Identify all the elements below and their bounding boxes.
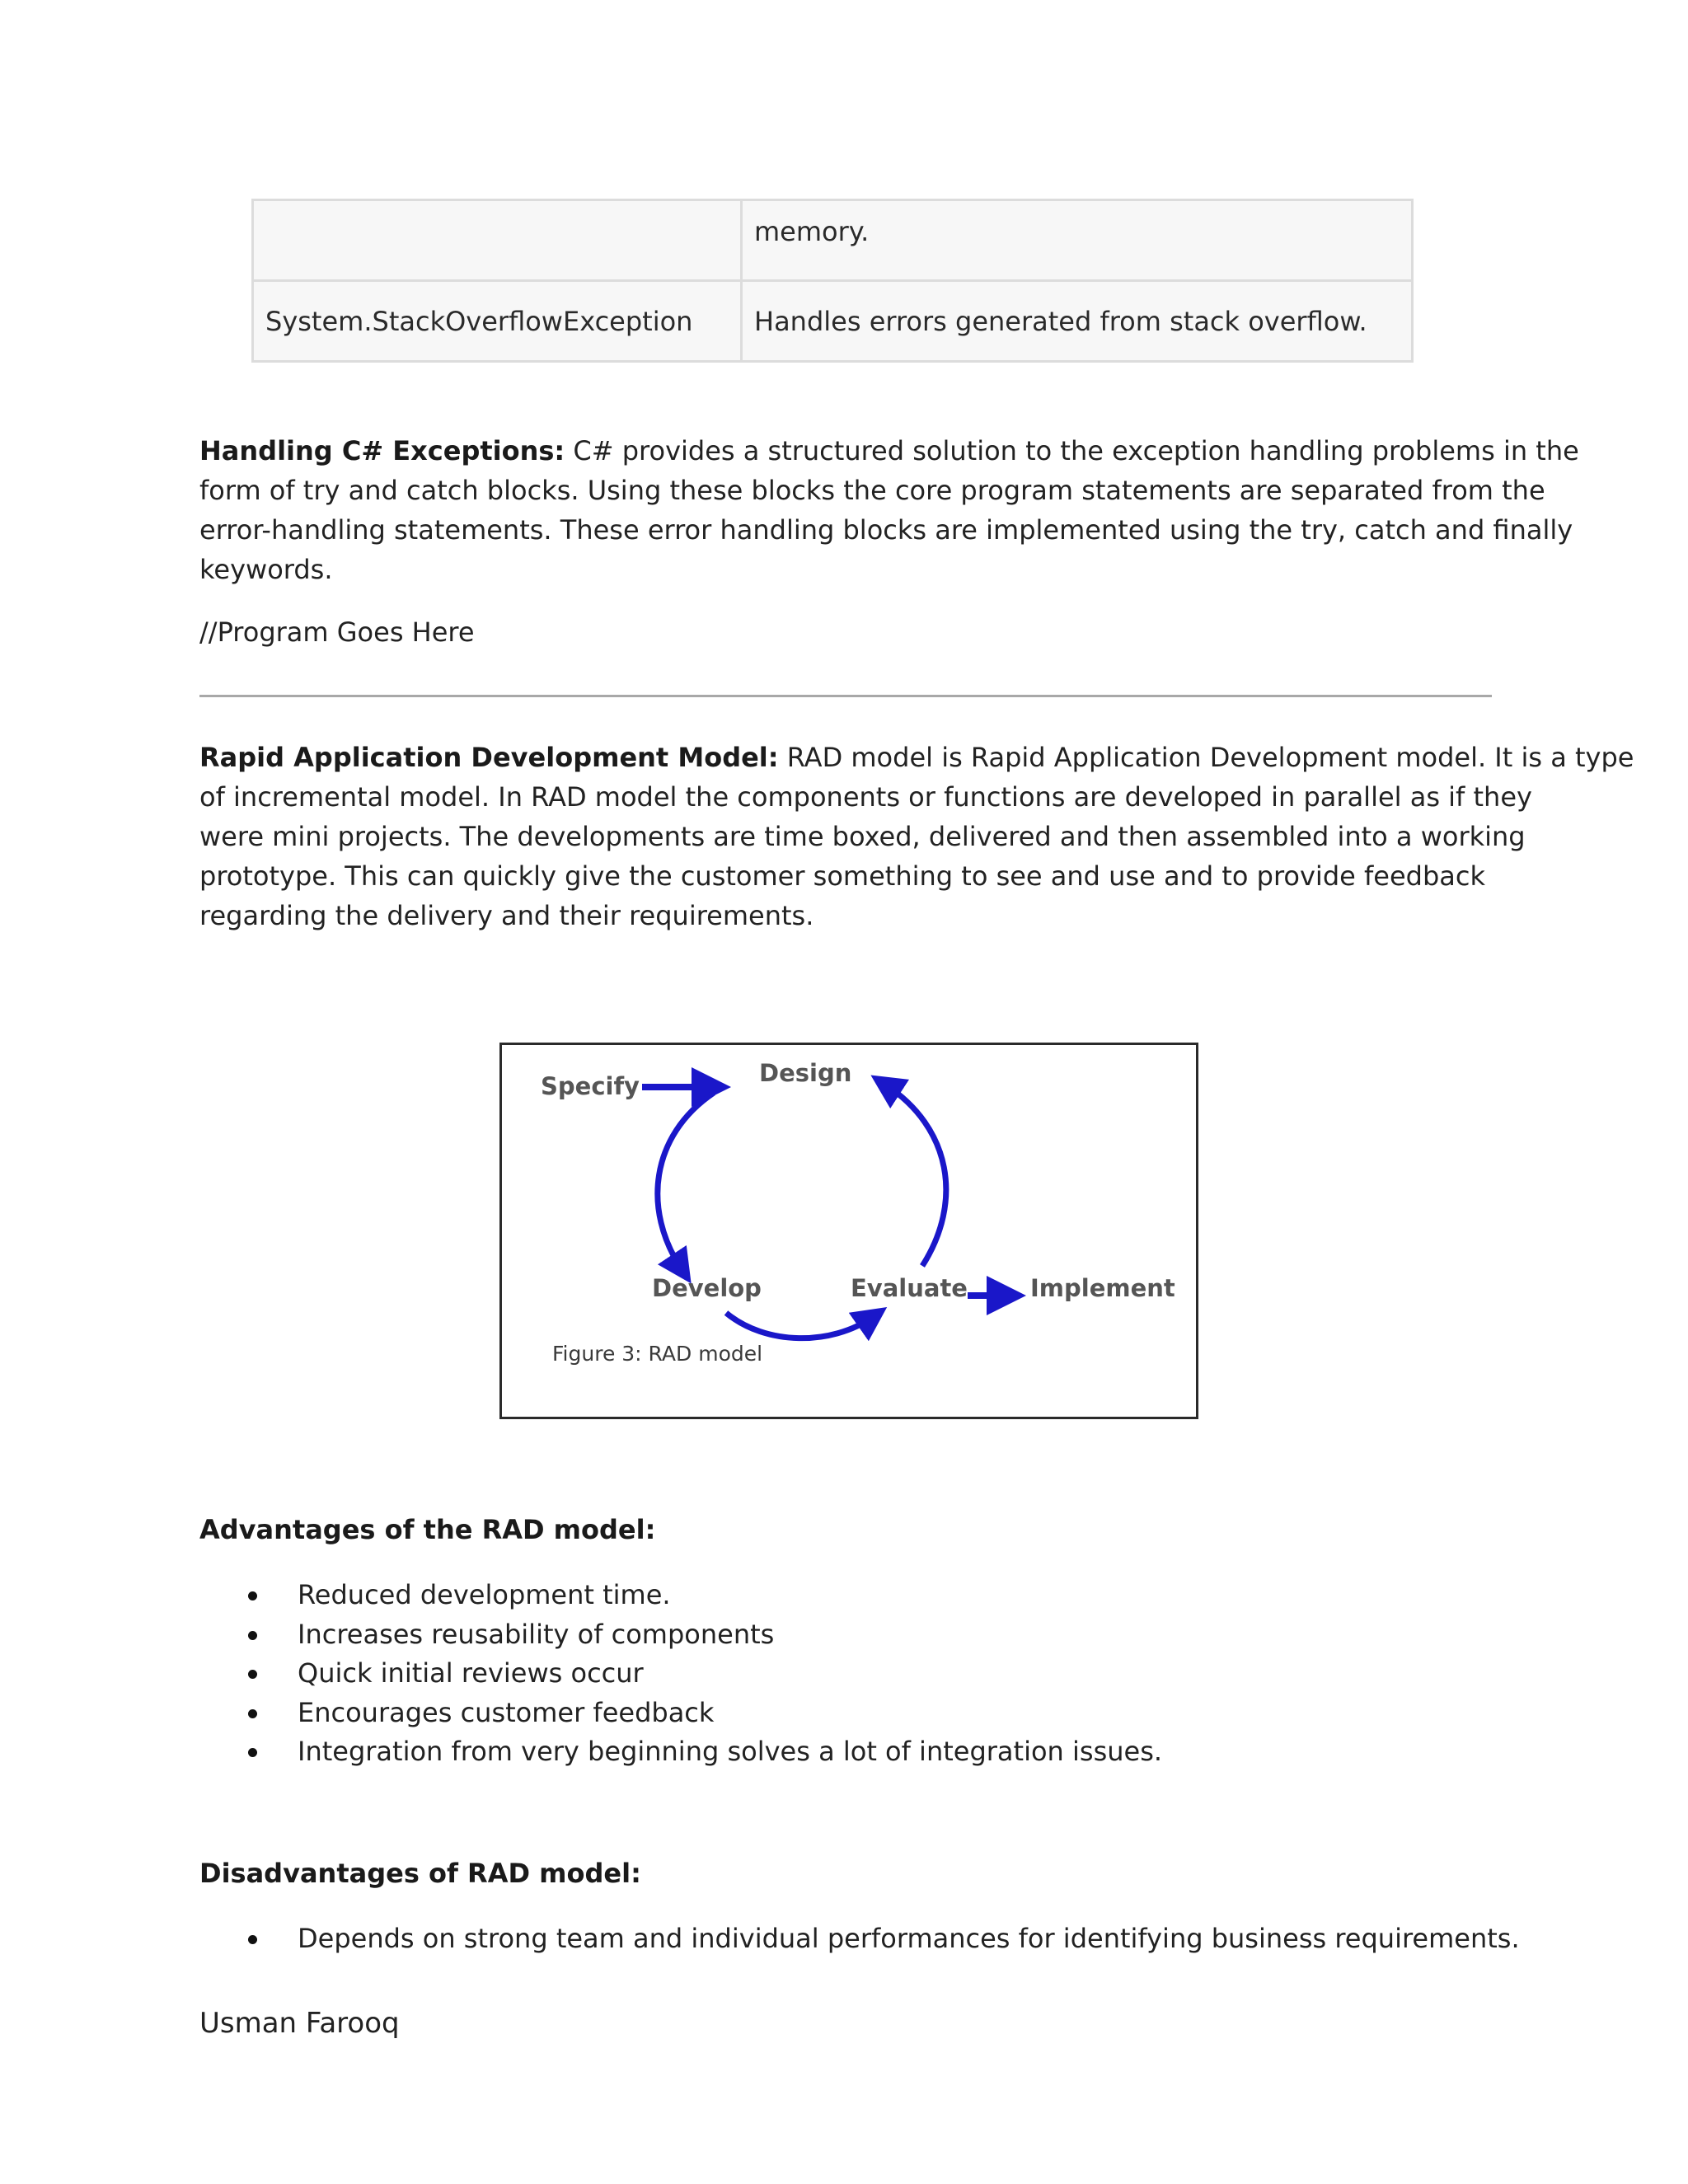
design-to-develop-arrow bbox=[658, 1093, 714, 1269]
author-name: Usman Farooq bbox=[199, 2007, 400, 2040]
list-item: Integration from very beginning solves a lot of integration issues. bbox=[246, 1732, 1162, 1772]
paragraph-line: form of try and catch blocks. Using these blocks the core program statements are separated from the bbox=[199, 475, 1545, 506]
table-cell-description: Handles errors generated from stack overflow. bbox=[742, 281, 1413, 362]
advantages-heading: Advantages of the RAD model: bbox=[199, 1514, 656, 1545]
develop-to-evaluate-arrow bbox=[726, 1313, 873, 1338]
develop-label: Develop bbox=[652, 1274, 762, 1302]
list-item: Reduced development time. bbox=[246, 1576, 1162, 1615]
paragraph-line: of incremental model. In RAD model the components or functions are developed in parallel as if they bbox=[199, 781, 1532, 813]
list-item: Increases reusability of components bbox=[246, 1615, 1162, 1655]
exception-table bbox=[251, 199, 1414, 363]
bullet-icon bbox=[248, 1631, 257, 1640]
specify-label: Specify bbox=[541, 1072, 640, 1100]
table-row bbox=[253, 281, 1413, 362]
disadvantages-list bbox=[246, 1919, 1520, 1959]
implement-label: Implement bbox=[1030, 1274, 1175, 1302]
evaluate-to-design-arrow bbox=[885, 1085, 946, 1266]
advantages-list bbox=[246, 1576, 1162, 1772]
table-row bbox=[253, 200, 1413, 281]
program-placeholder: //Program Goes Here bbox=[199, 616, 475, 648]
rad-cycle-diagram bbox=[502, 1045, 1196, 1417]
list-item: Depends on strong team and individual performances for identifying business requirements. bbox=[246, 1919, 1520, 1959]
disadvantages-heading: Disadvantages of RAD model: bbox=[199, 1858, 641, 1889]
design-label: Design bbox=[759, 1059, 852, 1087]
bullet-icon bbox=[248, 1935, 257, 1944]
horizontal-divider bbox=[199, 695, 1492, 697]
paragraph-line: were mini projects. The developments are time boxed, delivered and then assembled into a working bbox=[199, 821, 1526, 852]
figure-caption: Figure 3: RAD model bbox=[552, 1342, 763, 1366]
handling-exceptions-heading: Handling C# Exceptions: bbox=[199, 435, 565, 466]
bullet-icon bbox=[248, 1709, 257, 1718]
bullet-icon bbox=[248, 1748, 257, 1757]
rad-model-paragraph bbox=[199, 738, 1634, 935]
list-item: Encourages customer feedback bbox=[246, 1694, 1162, 1733]
bullet-icon bbox=[248, 1670, 257, 1679]
evaluate-label: Evaluate bbox=[851, 1274, 968, 1302]
table-cell-description: memory. bbox=[742, 200, 1413, 281]
rad-model-figure bbox=[499, 1043, 1198, 1419]
table-cell-exception: System.StackOverflowException bbox=[253, 281, 742, 362]
list-item: Quick initial reviews occur bbox=[246, 1654, 1162, 1694]
table-cell-exception bbox=[253, 200, 742, 281]
handling-exceptions-paragraph bbox=[199, 431, 1579, 589]
paragraph-line: keywords. bbox=[199, 554, 333, 585]
paragraph-line: regarding the delivery and their requirements. bbox=[199, 900, 814, 931]
paragraph-line: Handling C# Exceptions: C# provides a structured solution to the exception handling problems in the bbox=[199, 435, 1579, 466]
paragraph-line: prototype. This can quickly give the customer something to see and use and to provide feedback bbox=[199, 860, 1485, 892]
paragraph-line: error-handling statements. These error handling blocks are implemented using the try, catch and finally bbox=[199, 514, 1573, 546]
bullet-icon bbox=[248, 1591, 257, 1601]
rad-model-heading: Rapid Application Development Model: bbox=[199, 742, 779, 773]
paragraph-line: Rapid Application Development Model: RAD model is Rapid Application Development model. It is a type bbox=[199, 742, 1634, 773]
